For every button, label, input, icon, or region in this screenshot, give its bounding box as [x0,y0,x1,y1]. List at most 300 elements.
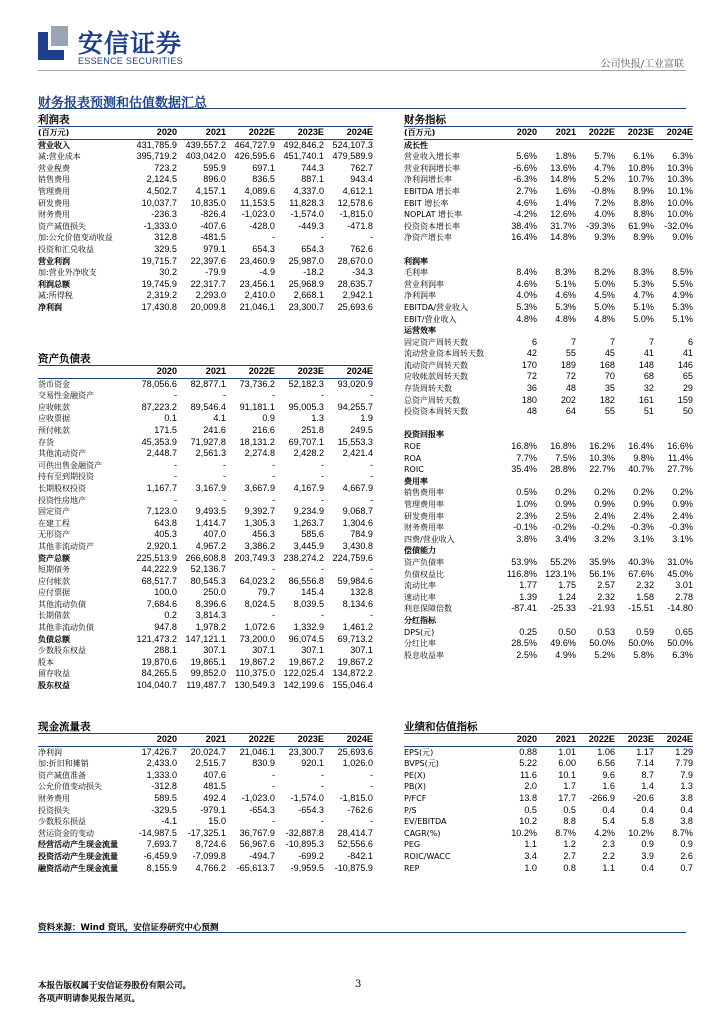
table-row [38,657,373,669]
row-label: 资产减值损失 [38,221,86,231]
cell-value: 22,317.7 [190,278,226,289]
cell-value: 654.3 [301,243,324,254]
cell-value: -979.1 [200,804,226,815]
row-label: 投资回报率 [404,430,444,440]
table-row [404,557,693,569]
income-statement-section [38,114,373,314]
page-title: 财务报表预测和估值数据汇总 [38,96,208,111]
cell-value [576,476,615,488]
table-row [404,569,693,581]
cell-value: 0.9 [680,839,693,850]
cell-value: -407.6 [200,220,226,231]
cell-value: 1.58 [636,591,654,602]
year-header-row [38,127,373,139]
cell-value: 224,759.6 [332,552,373,563]
cell-value [537,476,576,488]
cell-value: 5.7% [594,151,615,162]
cell-value: 10.3% [667,174,693,185]
cell-value: 2.0 [524,781,537,792]
cell-value: 7,693.7 [146,839,177,850]
row-label: 货币资金 [38,379,70,389]
cell-value: 20,024.7 [190,746,226,757]
cell-value: 52,556.6 [337,839,373,850]
cell-value [537,139,576,151]
table-row [404,279,693,291]
cell-value: 8.3% [555,267,576,278]
cell-value [576,615,615,627]
table-row [404,592,693,604]
table-row [38,425,373,437]
cell-value: 266,608.8 [185,552,226,563]
row-label: 应付帐款 [38,576,70,586]
row-label: 其他非流动资产 [38,541,94,551]
cell-value: 78,056.6 [141,378,177,389]
table-row [38,587,373,599]
cell-value: -762.6 [347,804,373,815]
cell-value: - [173,459,177,470]
cell-value: 1.9 [360,413,373,424]
cell-value: 0.1 [164,413,177,424]
cell-value: 2.5% [516,649,537,660]
cell-value: 9.6 [602,769,615,780]
cell-value: 887.1 [301,174,324,185]
cell-value: -312.8 [151,781,177,792]
cell-value: 93,020.9 [337,378,373,389]
row-label: 股息收益率 [404,650,444,660]
cell-value [498,429,537,441]
cell-value: -0.2% [591,522,615,533]
cell-value: - [369,610,373,621]
cell-value: - [369,769,373,780]
cell-value: 5.3% [516,301,537,312]
cell-value [615,256,654,268]
table-row [38,495,373,507]
cell-value: 21,046.1 [239,301,275,312]
page-number: 3 [355,979,362,990]
row-label: 其他非流动负债 [38,623,94,633]
cell-value: 0.2% [633,487,654,498]
cell-value: 69,707.1 [288,436,324,447]
cell-value: 312.8 [154,232,177,243]
row-label: 分红比率 [404,639,436,649]
cell-value: 1.06 [597,746,615,757]
cell-value: 14.8% [550,232,576,243]
cell-value: 4.5% [594,290,615,301]
cell-value: 19,867.2 [239,656,275,667]
table-row [404,781,693,793]
section-title: 业绩和估值指标 [404,721,693,734]
row-label: 加:折旧和摊销 [38,759,89,769]
year-header-row [38,734,373,746]
cell-value [615,545,654,557]
cell-value: 35.9% [589,556,615,567]
row-label: 管理费用率 [404,500,444,509]
cell-value: 1.6% [555,185,576,196]
unit-label: (百万元) [404,127,498,139]
cell-value: 3.4 [524,850,537,861]
cell-value: 55.2% [550,556,576,567]
cell-value: -1,815.0 [339,792,373,803]
cell-value: 2.32 [597,591,615,602]
cell-value: 1,333.0 [146,769,177,780]
cell-value: 7.7% [516,452,537,463]
table-row [404,511,693,523]
cell-value [576,325,615,337]
year-header: 2024E [324,127,373,139]
row-label: 管理费用 [38,186,70,196]
cell-value: 10,835.0 [190,197,226,208]
cell-value: - [271,781,275,792]
cell-value: 159 [677,394,693,405]
cell-value: 2.4% [633,510,654,521]
table-row [38,279,373,291]
cell-value: 171.5 [154,424,177,435]
row-label: 公允价值变动损失 [38,782,102,792]
cell-value: 16.6% [667,441,693,452]
cell-value: 59,984.6 [337,575,373,586]
cell-value: - [320,564,324,575]
cell-value: -39.3% [586,220,615,231]
cell-value: 64,023.2 [239,575,275,586]
cell-value: 10,037.7 [141,197,177,208]
cell-value: 29 [682,383,693,394]
cell-value: -6.6% [513,162,537,173]
table-row [404,851,693,863]
row-label: 速动比率 [404,592,436,602]
cell-value: 10.8% [628,162,654,173]
table-row [404,244,693,256]
cell-value: 8,155.9 [146,862,177,873]
row-label: 固定资产周转天数 [404,337,468,347]
cell-value [576,244,615,256]
cell-value: 40.3% [628,556,654,567]
cell-value: 2.5% [555,510,576,521]
cell-value: 28.8% [550,464,576,475]
cell-value: 4.6% [516,197,537,208]
cell-value: - [173,390,177,401]
table-row [38,553,373,565]
table-row [38,174,373,186]
year-header: 2023E [275,127,324,139]
cell-value: 10.1% [667,185,693,196]
cell-value [498,256,537,268]
cell-value: 9,392.7 [244,506,275,517]
cell-value: 49.6% [550,638,576,649]
cell-value: - [222,459,226,470]
cell-value: - [271,610,275,621]
cell-value [654,429,693,441]
cell-value: 65 [682,371,693,382]
row-label: 分红指标 [404,615,436,625]
cell-value: 4,612.1 [342,185,373,196]
cell-value: 307.1 [203,645,226,656]
cell-value: 16.8% [550,441,576,452]
logo-wordmark-cn: 安信证券 [78,29,183,58]
year-header: 2020 [498,127,537,139]
row-label: 营业利润增长率 [404,163,460,173]
cell-value: 25,693.6 [337,746,373,757]
cell-value: 1.8% [555,151,576,162]
year-header: 2021 [177,127,226,139]
table-row [38,256,373,268]
table-row [404,793,693,805]
essence-logo-icon [38,26,68,60]
cell-value: -428.0 [249,220,275,231]
row-label: 销售费用 [38,175,70,185]
cell-value: 5.2% [594,649,615,660]
cell-value: 96,074.5 [288,633,324,644]
cell-value: -0.1% [513,522,537,533]
cell-value: 744.3 [301,162,324,173]
cell-value: -449.3 [298,220,324,231]
cell-value: 5.0% [594,278,615,289]
cell-value [654,256,693,268]
cell-value: -14.80 [667,603,693,614]
table-row [404,337,693,349]
cell-value: 28,635.7 [337,278,373,289]
cell-value: 9,068.7 [342,506,373,517]
cell-value: -4.9 [259,267,275,278]
cell-value: -17,325.1 [187,827,226,838]
row-label: EBIT/营业收入 [404,314,457,324]
cell-value: 238,274.2 [283,552,324,563]
cell-value: 50 [682,406,693,417]
cell-value: 95,005.3 [288,401,324,412]
cell-value: 0.2% [672,487,693,498]
cell-value: - [320,232,324,243]
cell-value: 2,421.4 [342,448,373,459]
cell-value: 4,089.6 [244,185,275,196]
cell-value: 0.50 [558,626,576,637]
row-label: 短期债务 [38,565,70,575]
row-label: 交易性金融资产 [38,391,94,401]
year-header: 2024E [654,127,693,139]
year-header-row [38,366,373,378]
cell-value: 28,414.7 [337,827,373,838]
cell-value: 41 [682,348,693,359]
cell-value: 2.2 [602,850,615,861]
cell-value: 3.8 [680,792,693,803]
cell-value: 1,304.6 [342,517,373,528]
cell-value: -20.6 [633,792,654,803]
cell-value: 14.8% [550,174,576,185]
row-label: 投资资本周转天数 [404,407,468,417]
cell-value: 216.6 [252,424,275,435]
row-label: 减:营业成本 [38,152,81,162]
cell-value: 0.25 [519,626,537,637]
cell-value: 3,814.3 [195,610,226,621]
cell-value: 79.7 [257,587,275,598]
cell-value: 23,456.1 [239,278,275,289]
row-label: 资产负债率 [404,557,444,567]
cell-value: 80,545.3 [190,575,226,586]
cell-value: 25,693.6 [337,301,373,312]
row-label: 存货周转天数 [404,384,452,394]
cash-flow-section [38,721,373,874]
cell-value: -329.5 [151,804,177,815]
cell-value: 1.17 [636,746,654,757]
cell-value: 481.5 [203,781,226,792]
cell-value: 1.0% [516,499,537,509]
cell-value: 12.6% [550,209,576,220]
cell-value: 2,515.7 [195,758,226,769]
row-label: ROIC/WACC [404,851,451,861]
year-header: 2020 [128,127,177,139]
cell-value: - [369,564,373,575]
table-row [404,828,693,840]
cell-value: 25,987.0 [288,255,324,266]
cell-value: 8.5% [672,267,693,278]
cell-value: 1.75 [558,580,576,591]
row-label: 可供出售金融资产 [38,460,102,470]
cell-value: - [320,390,324,401]
cell-value: -654.3 [298,804,324,815]
cell-value: 595.9 [203,162,226,173]
cell-value [615,325,654,337]
cell-value [654,244,693,256]
table-row [38,186,373,198]
table-row [404,805,693,817]
source-divider [38,932,686,933]
cell-value: 1.39 [519,591,537,602]
row-label: 研发费用 [38,198,70,208]
cell-value: 1,263.7 [293,517,324,528]
year-header-row [404,127,693,139]
cell-value: - [320,816,324,827]
cell-value: 5.2% [594,174,615,185]
cell-value: 9,493.5 [195,506,226,517]
row-label: 长期股权投资 [38,483,86,493]
cell-value: 0.65 [675,626,693,637]
cell-value: - [320,769,324,780]
cell-value: 69,713.2 [337,633,373,644]
table-row [38,506,373,518]
table-row [38,267,373,279]
table-row [38,448,373,460]
row-label: 投资性房地产 [38,495,86,505]
cell-value: 5.3% [672,301,693,312]
row-label: 少数股东权益 [38,646,86,656]
cell-value: 2.32 [636,580,654,591]
cell-value: 73,200.0 [239,633,275,644]
cell-value: 241.6 [203,424,226,435]
cell-value: 723.2 [154,162,177,173]
cell-value: 4.0% [594,209,615,220]
cell-value: 23,460.9 [239,255,275,266]
cell-value: 7 [570,336,576,347]
financial-ratios-section [404,114,693,661]
cell-value: 8,024.5 [244,598,275,609]
cell-value: 2,410.0 [244,290,275,301]
cell-value: 19,867.2 [337,656,373,667]
table-row [404,580,693,592]
cell-value: 0.9% [672,499,693,509]
cell-value: 4.2% [594,827,615,838]
row-label: 总资产周转天数 [404,395,460,405]
row-label: 流动资产周转天数 [404,360,468,370]
cell-value: 30.2 [159,267,177,278]
cell-value: 4.7% [633,290,654,301]
year-header: 2020 [498,734,537,746]
cell-value: 395,719.2 [136,151,177,162]
cell-value [654,615,693,627]
cell-value: 426,595.6 [234,151,275,162]
cell-value: 830.9 [252,758,275,769]
cell-value: 2,920.1 [146,540,177,551]
cell-value: - [271,769,275,780]
table-row [38,390,373,402]
table-row [38,781,373,793]
year-header-row [404,734,693,746]
row-label: 净利润增长率 [404,175,452,185]
table-row [38,541,373,553]
cell-value: 64 [565,406,576,417]
cell-value [615,476,654,488]
cell-value: 146 [677,359,693,370]
cell-value [654,325,693,337]
cell-value: 5.3% [633,278,654,289]
table-row [404,453,693,465]
cell-value: 89,546.4 [190,401,226,412]
row-label: 固定资产 [38,507,70,517]
row-label: EV/EBITDA [404,817,447,827]
cell-value: - [369,390,373,401]
cell-value: 10.2% [511,827,537,838]
cell-value: - [369,494,373,505]
cell-value: 48 [526,406,537,417]
financial-ratios-table [404,127,693,661]
row-label: 在建工程 [38,518,70,528]
cell-value: 0.9% [555,499,576,509]
cell-value [537,244,576,256]
table-row [404,441,693,453]
cell-value [576,429,615,441]
cell-value [537,429,576,441]
table-row [38,529,373,541]
cell-value: 1,305.3 [244,517,275,528]
cell-value: -6.3% [513,174,537,185]
cell-value: -79.9 [205,267,226,278]
cell-value: - [369,781,373,792]
cell-value: 86,556.8 [288,575,324,586]
row-label: 营业收入 [38,140,70,150]
cell-value: 1,461.2 [342,622,373,633]
row-label: 其他流动资产 [38,449,86,459]
cell-value: 492.4 [203,792,226,803]
cell-value: 407.6 [203,769,226,780]
cell-value: 8.3% [633,267,654,278]
cell-value: 3.8% [516,533,537,544]
cell-value: - [173,471,177,482]
cell-value: 203,749.3 [234,552,275,563]
table-row [404,371,693,383]
cell-value: 6.00 [558,758,576,769]
row-label: ROIC [404,465,424,475]
cell-value: -471.8 [347,220,373,231]
cell-value: 762.7 [350,162,373,173]
cell-value: 1,414.7 [195,517,226,528]
cell-value: 68 [643,371,654,382]
cell-value: - [320,781,324,792]
cell-value: 10.3% [589,452,615,463]
valuation-section [404,721,693,874]
title-divider [38,108,686,109]
cell-value: 1.77 [519,580,537,591]
cell-value: 1,167.7 [146,482,177,493]
cell-value: 182 [599,394,615,405]
table-row [404,638,693,650]
row-label: PEG [404,840,421,850]
